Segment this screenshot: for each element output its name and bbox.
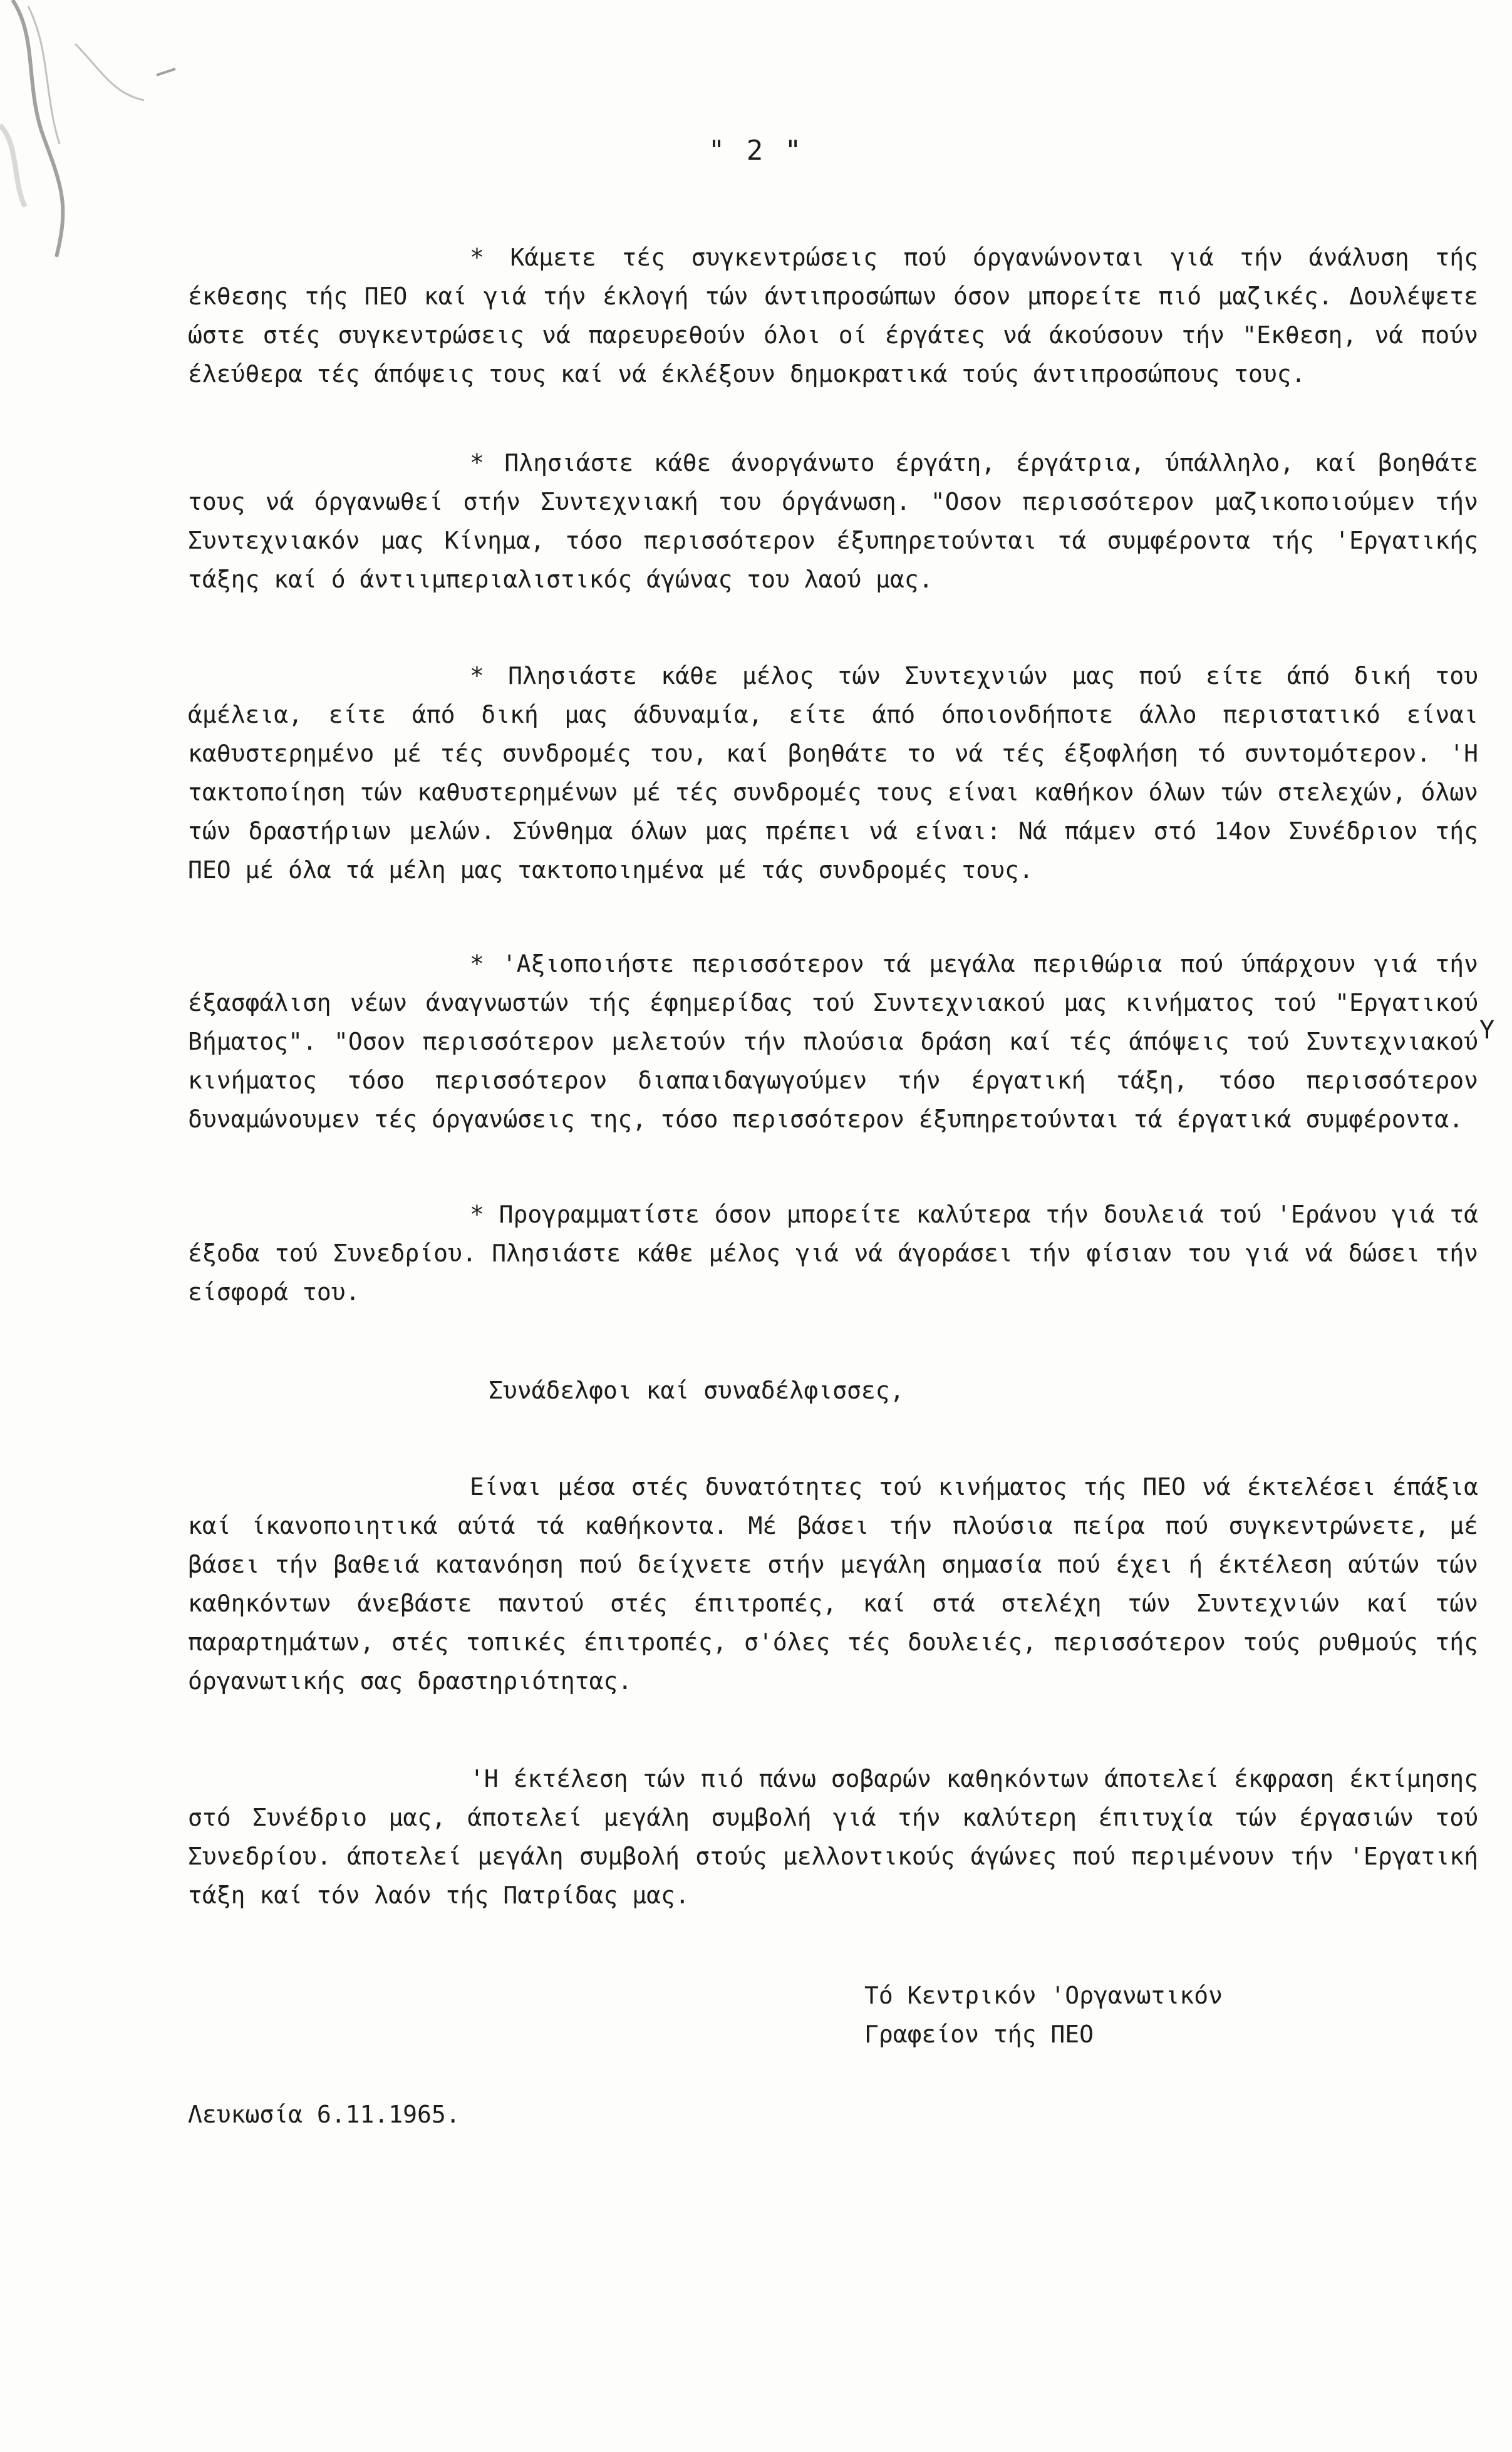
paragraph-newspaper-readers: * 'Αξιοποιήστε περισσότερον τά μεγάλα περιθώρια πού ύπάρχουν γιά τήν έξασφάλιση νέων άναγνωστών τής έφημερίδας τού Συντεχνιακού μας κινήματος τού "Εργατικού Βήματος". "Οσον περισσότερον μελετούν τήν πλούσια δράση καί τές άπόψεις τού Συντεχνιακού κινήματος τόσο περισσότερον διαπαιδαγωγούμεν τήν έργατική τάξη, τόσο περισσότερον δυναμώνουμεν τές όργανώσεις της, τόσο περισσότερον έξυπηρετούνται τά έργατικά συμφέροντα. (188, 950, 1478, 1133)
paragraph-unorganized-workers: * Πλησιάστε κάθε άνοργάνωτο έργάτη, έργάτρια, ύπάλληλο, καί βοηθάτε τους νά όργανωθεί στήν Συντεχνιακή του όργάνωση. "Οσον περισσότερον μαζικοποιούμεν τήν Συντεχνιακόν μας Κίνημα, τόσο περισσότερον έξυπηρετούνται τά συμφέροντα τής 'Εργατικής τάξης καί ό άντιιμπεριαλιστικός άγώνας του λαού μας. (188, 449, 1478, 593)
page-number: " 2 " (708, 135, 804, 167)
paragraph-capabilities: Είναι μέσα στές δυνατότητες τού κινήματος τής ΠΕΟ νά έκτελέσει έπάξια καί ίκανοποιητικά αύτά τά καθήκοντα. Μέ βάσει τήν πλούσια πείρα πού συγκεντρώνετε, μέ βάσει τήν βαθειά κατανόηση πού δείχνετε στήν μεγάλη σημασία πού έχει ή έκτέλεση αύτών τών καθηκόντων άνεβάστε παντού στές έπιτροπές, καί στά στελέχη τών Συντεχνιών καί τών παραρτημάτων, στές τοπικές έπιτροπές, σ'όλες τές δουλειές, περισσότερον τούς ρυθμούς τής όργανωτικής σας δραστηριότητας. (188, 1473, 1478, 1695)
scan-smudge-mark (0, 0, 225, 263)
salutation: Συνάδελφοι καί συναδέλφισσες, (489, 1377, 904, 1404)
signature-block (864, 1976, 1223, 2054)
date-place: Λευκωσία 6.11.1965. (188, 2101, 460, 2128)
margin-mark: Y (1479, 1016, 1495, 1045)
paragraph-fundraising: * Προγραμματίστε όσον μπορείτε καλύτερα τήν δουλειά τού 'Εράνου γιά τά έξοδα τού Συνεδρίου. Πλησιάστε κάθε μέλος γιά νά άγοράσει τήν φίσιαν του γιά νά δώσει τήν είσφορά του. (188, 1201, 1478, 1306)
paragraph-membership-dues: * Πλησιάστε κάθε μέλος τών Συντεχνιών μας πού είτε άπό δική του άμέλεια, είτε άπό δική μας άδυναμία, είτε άπό όποιονδήποτε άλλο περιστατικό είναι καθυστερημένο μέ τές συνδρομές του, καί βοηθάτε το νά τές έξοφλήση τό συντομότερον. 'Η τακτοποίηση τών καθυστερημένων μέ τές συνδρομές τους είναι καθήκον όλων τών στελεχών, όλων τών δραστήριων μελών. Σύνθημα όλων μας πρέπει νά είναι: Νά πάμεν στό 14ον Συνέδριον τής ΠΕΟ μέ όλα τά μέλη μας τακτοποιημένα μέ τάς συνδρομές τους. (188, 662, 1478, 884)
signature-line-2: Γραφείον τής ΠΕΟ (864, 2020, 1094, 2048)
paragraph-meetings: * Κάμετε τές συγκεντρώσεις πού όργανώνονται γιά τήν άνάλυση τής έκθεσης τής ΠΕΟ καί γιά τήν έκλογή τών άντιπροσώπων όσον μπορείτε πιό μαζικές. Δουλέψετε ώστε στές συγκεντρώσεις νά παρευρεθούν όλοι οί έργάτες νά άκούσουν τήν "Εκθεση, νά πούν έλεύθερα τές άπόψεις τους καί νά έκλέξουν δημοκρατικά τούς άντιπροσώπους τους. (188, 244, 1478, 388)
letter-body (188, 238, 1478, 1915)
signature-line-1: Τό Κεντρικόν 'Οργανωτικόν (864, 1982, 1223, 2009)
paragraph-congress-contribution: 'Η έκτέλεση τών πιό πάνω σοβαρών καθηκόντων άποτελεί έκφραση έκτίμησης στό Συνέδριο μας, άποτελεί μεγάλη συμβολή γιά τήν καλύτερη έπιτυχία τών έργασιών τού Συνεδρίου. άποτελεί μεγάλη συμβολή στούς μελλοντικούς άγώνες πού περιμένουν τήν 'Εργατική τάξη καί τόν λαόν τής Πατρίδας μας. (188, 1765, 1478, 1909)
